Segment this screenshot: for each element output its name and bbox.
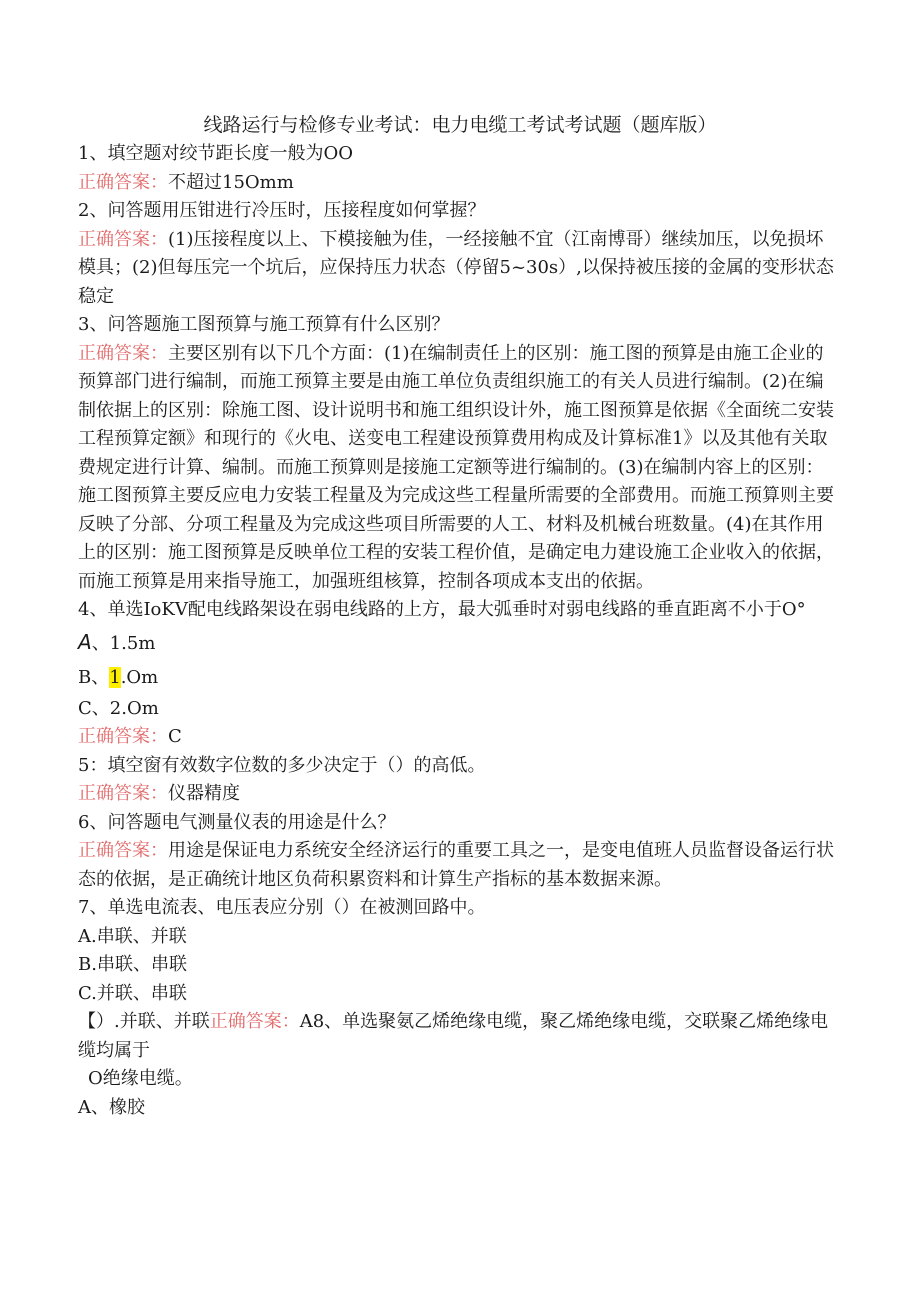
answer-label: 正确答案： (78, 840, 168, 861)
answer-5-text: 仪器精度 (168, 783, 240, 804)
answer-2 (78, 226, 838, 312)
answer-4 (78, 723, 838, 752)
answer-1 (78, 169, 838, 198)
question-2: 2、问答题用压钳进行冷压时，压接程度如何掌握？ (78, 200, 486, 221)
option-text: .Om (120, 666, 159, 688)
option-7b: B.串联、串联 (78, 954, 187, 975)
answer-4-text: C (168, 726, 182, 747)
document-body (78, 140, 838, 1122)
question-5: 5：填空窗有效数字位数的多少决定于（）的高低。 (78, 754, 486, 776)
answer-label: 正确答案： (78, 228, 168, 250)
answer-label: 正确答案： (78, 726, 168, 747)
answer-label: 正确答案： (78, 783, 168, 804)
question-7: 7、单选电流表、电压表应分别（）在被测回路中。 (78, 897, 486, 918)
option-7d-answer-question-8 (78, 1008, 838, 1065)
option-7c: C.并联、串联 (78, 982, 187, 1004)
answer-7-text: A (299, 1011, 313, 1032)
question-6: 6、问答题电气测量仪表的用途是什么？ (78, 811, 396, 833)
option-4a (78, 625, 838, 661)
option-letter: A (78, 629, 92, 654)
option-text: 、1.5m (91, 632, 156, 654)
option-prefix: B、 (78, 666, 110, 688)
answer-3-text: 主要区别有以下几个方面：(1)在编制责任上的区别：施工图的预算是由施工企业的预算部门进行编制，而施工预算主要是由施工单位负责组织施工的有关人员进行编制。(2)在编制依据上的区别：除施工图、设计说明书和施工组织设计外，施工图预算是依据《全面统二安装工程预算定额》和现行的《火电、送变电工程建设预算费用构成及计算标准1》以及其他有关取费规定进行计算、编制。而施工预算则是接施工定额等进行编制的。(3)在编制内容上的区别：施工图预算主要反应电力安装工程量及为完成这些工程量所需要的全部费用。而施工预算则主要反映了分部、分项工程量及为完成这些项目所需要的人工、材料及机械台班数量。(4)在其作用上的区别：施工图预算是反映单位工程的安装工程价值，是确定电力建设施工企业收入的依据，而施工预算是用来指导施工，加强班组核算，控制各项成本支出的依据。 (78, 342, 834, 592)
option-7d: 【）.并联、并联 (78, 1011, 210, 1032)
answer-6 (78, 837, 838, 894)
highlight-mark: 1 (109, 666, 121, 688)
option-4b (78, 661, 838, 695)
answer-1-text: 不超过15Omm (168, 171, 294, 193)
answer-label: 正确答案： (209, 1011, 300, 1032)
option-4c: C、2.Om (78, 697, 159, 719)
answer-6-text: 用途是保证电力系统安全经济运行的重要工具之一，是变电值班人员监督设备运行状态的依据，是正确统计地区负荷积累资料和计算生产指标的基本数据来源。 (78, 840, 834, 890)
answer-5 (78, 780, 838, 809)
question-1: 1、填空题对绞节距长度一般为OO (78, 143, 353, 164)
option-8a: A、橡胶 (78, 1096, 145, 1118)
answer-3 (78, 340, 838, 597)
answer-label: 正确答案： (78, 342, 168, 364)
option-7a: A.串联、并联 (78, 925, 187, 947)
answer-label: 正确答案： (78, 171, 168, 193)
page-title: 线路运行与检修专业考试：电力电缆工考试考试题（题库版） (203, 114, 717, 136)
question-4: 4、单选IoKV配电线路架设在弱电线路的上方，最大弧垂时对弱电线路的垂直距离不小于O° (78, 599, 806, 620)
question-3: 3、问答题施工图预算与施工预算有什么区别？ (78, 314, 450, 335)
question-8-tail: O绝缘电缆。 (88, 1068, 193, 1089)
answer-2-text: (1)压接程度以上、下模接触为佳，一经接触不宜（江南博哥）继续加压，以免损坏模具；(2)但每压完一个坑后，应保持压力状态（停留5~30s）,以保持被压接的金属的变形状态稳定 (78, 228, 834, 307)
question-8: 8、单选聚氨乙烯绝缘电缆，聚乙烯绝缘电缆，交联聚乙烯绝缘电缆均属于 (78, 1011, 829, 1061)
